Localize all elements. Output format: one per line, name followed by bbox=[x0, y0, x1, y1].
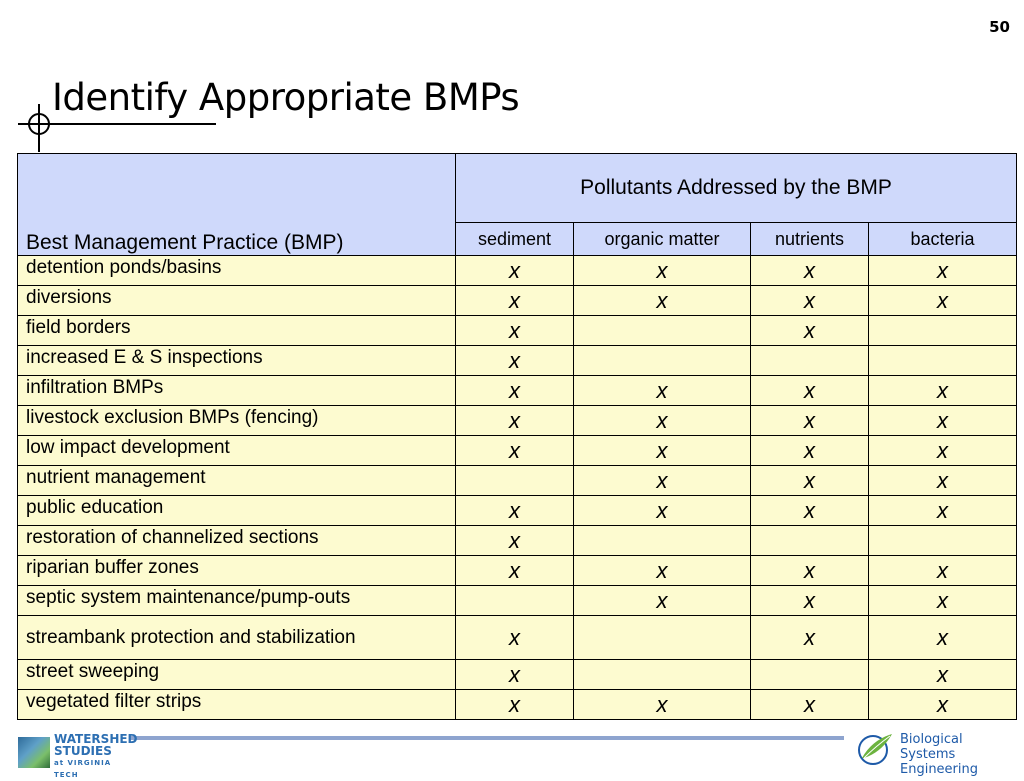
table-row bbox=[18, 496, 1017, 526]
mark-cell-organic-matter: x bbox=[574, 586, 751, 616]
bmp-name-cell: increased E & S inspections bbox=[18, 346, 456, 376]
bmp-table bbox=[17, 153, 1017, 720]
pollutants-header: Pollutants Addressed by the BMP bbox=[456, 154, 1017, 223]
mark-cell-organic-matter: x bbox=[574, 286, 751, 316]
mark-cell-nutrients: x bbox=[751, 690, 869, 720]
mark-cell-bacteria: x bbox=[869, 586, 1017, 616]
mark-cell-bacteria: x bbox=[869, 466, 1017, 496]
mark-cell-nutrients bbox=[751, 526, 869, 556]
mark-cell-organic-matter: x bbox=[574, 466, 751, 496]
mark-cell-sediment: x bbox=[456, 256, 574, 286]
bmp-name-cell: infiltration BMPs bbox=[18, 376, 456, 406]
watershed-logo-mark bbox=[18, 737, 50, 768]
mark-cell-bacteria: x bbox=[869, 556, 1017, 586]
bmp-table-body bbox=[18, 256, 1017, 720]
bmp-column-header: Best Management Practice (BMP) bbox=[18, 154, 456, 256]
bmp-name-cell: diversions bbox=[18, 286, 456, 316]
title-underline bbox=[18, 123, 216, 125]
table-row bbox=[18, 256, 1017, 286]
mark-cell-nutrients: x bbox=[751, 466, 869, 496]
bmp-name-cell: streambank protection and stabilization bbox=[18, 616, 456, 660]
table-row bbox=[18, 286, 1017, 316]
mark-cell-sediment: x bbox=[456, 616, 574, 660]
mark-cell-sediment: x bbox=[456, 526, 574, 556]
mark-cell-bacteria: x bbox=[869, 496, 1017, 526]
mark-cell-organic-matter: x bbox=[574, 376, 751, 406]
table-row bbox=[18, 436, 1017, 466]
bmp-name-cell: septic system maintenance/pump-outs bbox=[18, 586, 456, 616]
mark-cell-organic-matter: x bbox=[574, 406, 751, 436]
mark-cell-sediment bbox=[456, 586, 574, 616]
table-row bbox=[18, 586, 1017, 616]
mark-cell-nutrients: x bbox=[751, 616, 869, 660]
mark-cell-bacteria: x bbox=[869, 690, 1017, 720]
watershed-studies-logo bbox=[18, 732, 138, 779]
mark-cell-nutrients bbox=[751, 346, 869, 376]
table-row bbox=[18, 346, 1017, 376]
mark-cell-sediment: x bbox=[456, 690, 574, 720]
bmp-name-cell: field borders bbox=[18, 316, 456, 346]
mark-cell-bacteria: x bbox=[869, 376, 1017, 406]
mark-cell-nutrients: x bbox=[751, 436, 869, 466]
bmp-name-cell: restoration of channelized sections bbox=[18, 526, 456, 556]
column-header-organic-matter: organic matter bbox=[574, 223, 751, 256]
column-header-bacteria: bacteria bbox=[869, 223, 1017, 256]
mark-cell-organic-matter: x bbox=[574, 436, 751, 466]
mark-cell-nutrients: x bbox=[751, 586, 869, 616]
logo-line-3: at VIRGINIA TECH bbox=[54, 759, 112, 779]
mark-cell-nutrients: x bbox=[751, 406, 869, 436]
mark-cell-nutrients bbox=[751, 660, 869, 690]
table-row bbox=[18, 556, 1017, 586]
mark-cell-bacteria: x bbox=[869, 616, 1017, 660]
slide-number: 50 bbox=[989, 18, 1010, 36]
table-row bbox=[18, 660, 1017, 690]
table-row bbox=[18, 406, 1017, 436]
mark-cell-sediment: x bbox=[456, 406, 574, 436]
column-header-nutrients: nutrients bbox=[751, 223, 869, 256]
mark-cell-bacteria: x bbox=[869, 406, 1017, 436]
bse-logo-line-1: Biological Systems bbox=[900, 732, 963, 762]
column-header-sediment: sediment bbox=[456, 223, 574, 256]
bmp-name-cell: vegetated filter strips bbox=[18, 690, 456, 720]
bmp-name-cell: livestock exclusion BMPs (fencing) bbox=[18, 406, 456, 436]
mark-cell-organic-matter: x bbox=[574, 496, 751, 526]
slide-title: Identify Appropriate BMPs bbox=[52, 76, 520, 119]
mark-cell-organic-matter bbox=[574, 660, 751, 690]
leaf-icon bbox=[856, 732, 894, 764]
mark-cell-organic-matter: x bbox=[574, 690, 751, 720]
bmp-name-cell: riparian buffer zones bbox=[18, 556, 456, 586]
mark-cell-organic-matter bbox=[574, 346, 751, 376]
bmp-name-cell: street sweeping bbox=[18, 660, 456, 690]
mark-cell-bacteria bbox=[869, 526, 1017, 556]
mark-cell-sediment: x bbox=[456, 316, 574, 346]
mark-cell-bacteria: x bbox=[869, 436, 1017, 466]
mark-cell-organic-matter bbox=[574, 316, 751, 346]
mark-cell-nutrients: x bbox=[751, 256, 869, 286]
mark-cell-nutrients: x bbox=[751, 556, 869, 586]
bse-logo-line-2: Engineering bbox=[900, 762, 978, 777]
bmp-name-cell: detention ponds/basins bbox=[18, 256, 456, 286]
mark-cell-organic-matter: x bbox=[574, 256, 751, 286]
mark-cell-nutrients: x bbox=[751, 316, 869, 346]
logo-line-2: STUDIES bbox=[54, 744, 112, 758]
mark-cell-sediment bbox=[456, 466, 574, 496]
mark-cell-bacteria bbox=[869, 316, 1017, 346]
table-row bbox=[18, 316, 1017, 346]
mark-cell-sediment: x bbox=[456, 436, 574, 466]
logo-line-1: WATERSHED bbox=[54, 732, 138, 746]
mark-cell-nutrients: x bbox=[751, 376, 869, 406]
mark-cell-sediment: x bbox=[456, 496, 574, 526]
mark-cell-nutrients: x bbox=[751, 496, 869, 526]
table-row bbox=[18, 616, 1017, 660]
table-row bbox=[18, 526, 1017, 556]
mark-cell-bacteria bbox=[869, 346, 1017, 376]
mark-cell-sediment: x bbox=[456, 286, 574, 316]
table-row bbox=[18, 690, 1017, 720]
mark-cell-organic-matter bbox=[574, 526, 751, 556]
bmp-name-cell: low impact development bbox=[18, 436, 456, 466]
mark-cell-organic-matter: x bbox=[574, 556, 751, 586]
mark-cell-bacteria: x bbox=[869, 286, 1017, 316]
mark-cell-sediment: x bbox=[456, 556, 574, 586]
mark-cell-nutrients: x bbox=[751, 286, 869, 316]
table-row bbox=[18, 376, 1017, 406]
mark-cell-sediment: x bbox=[456, 660, 574, 690]
mark-cell-bacteria: x bbox=[869, 660, 1017, 690]
table-row bbox=[18, 466, 1017, 496]
bmp-name-cell: public education bbox=[18, 496, 456, 526]
mark-cell-organic-matter bbox=[574, 616, 751, 660]
biological-systems-engineering-logo bbox=[856, 732, 1021, 777]
bmp-name-cell: nutrient management bbox=[18, 466, 456, 496]
mark-cell-bacteria: x bbox=[869, 256, 1017, 286]
mark-cell-sediment: x bbox=[456, 376, 574, 406]
mark-cell-sediment: x bbox=[456, 346, 574, 376]
footer-bar bbox=[130, 736, 844, 740]
